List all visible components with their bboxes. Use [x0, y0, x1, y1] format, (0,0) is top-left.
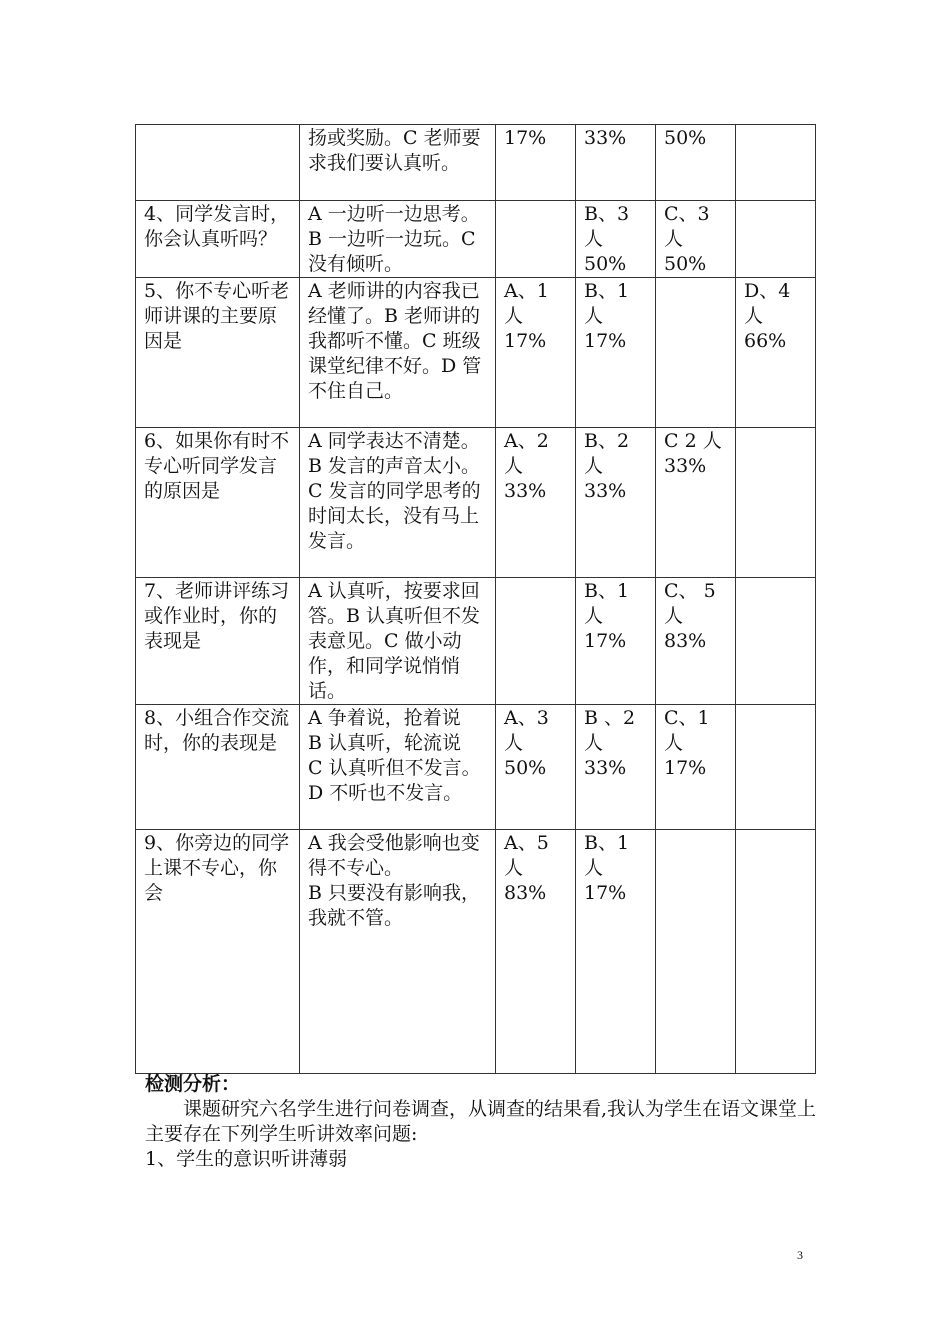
- result-c-cell: C、3人 50%: [656, 201, 736, 278]
- result-b-cell: B、1人 17%: [576, 578, 656, 705]
- result-a-cell: [496, 578, 576, 705]
- page-number: 3: [797, 1248, 803, 1262]
- result-c-cell: [656, 830, 736, 1074]
- result-b-cell: B、3人 50%: [576, 201, 656, 278]
- result-b-cell: 33%: [576, 125, 656, 201]
- analysis-section: [145, 1072, 825, 1172]
- options-cell: A 老师讲的内容我已经懂了。B 老师讲的我都听不懂。C 班级课堂纪律不好。D 管不住自己。: [300, 278, 496, 428]
- question-cell: 9、你旁边的同学上课不专心，你会: [136, 830, 300, 1074]
- result-a-cell: [496, 201, 576, 278]
- table-row: [136, 705, 816, 830]
- options-cell: 扬或奖励。C 老师要求我们要认真听。: [300, 125, 496, 201]
- result-b-cell: B、1人 17%: [576, 278, 656, 428]
- table-row: [136, 428, 816, 578]
- survey-table: [135, 124, 816, 1074]
- result-b-cell: B、2人 33%: [576, 428, 656, 578]
- result-d-cell: [736, 578, 816, 705]
- options-cell: A 我会受他影响也变得不专心。 B 只要没有影响我，我就不管。: [300, 830, 496, 1074]
- result-d-cell: [736, 428, 816, 578]
- result-c-cell: C、1人 17%: [656, 705, 736, 830]
- result-d-cell: [736, 125, 816, 201]
- table-row: [136, 125, 816, 201]
- result-c-cell: C 2 人 33%: [656, 428, 736, 578]
- question-cell: 5、你不专心听老师讲课的主要原因是: [136, 278, 300, 428]
- table-row: [136, 830, 816, 1074]
- result-a-cell: 17%: [496, 125, 576, 201]
- result-c-cell: [656, 278, 736, 428]
- result-a-cell: A、3人 50%: [496, 705, 576, 830]
- question-cell: 8、小组合作交流时，你的表现是: [136, 705, 300, 830]
- options-cell: A 认真听，按要求回答。B 认真听但不发表意见。C 做小动作，和同学说悄悄话。: [300, 578, 496, 705]
- analysis-paragraph: 课题研究六名学生进行问卷调查，从调查的结果看,我认为学生在语文课堂上主要存在下列学生听讲效率问题:: [145, 1098, 817, 1145]
- table-row: [136, 278, 816, 428]
- result-a-cell: A、1人 17%: [496, 278, 576, 428]
- table-row: [136, 201, 816, 278]
- analysis-point-1: 1、学生的意识听讲薄弱: [145, 1148, 348, 1170]
- question-cell: 6、如果你有时不专心听同学发言的原因是: [136, 428, 300, 578]
- options-cell: A 争着说，抢着说 B 认真听，轮流说 C 认真听但不发言。D 不听也不发言。: [300, 705, 496, 830]
- result-c-cell: 50%: [656, 125, 736, 201]
- options-cell: A 一边听一边思考。B 一边听一边玩。C 没有倾听。: [300, 201, 496, 278]
- question-cell: 4、同学发言时，你会认真听吗？: [136, 201, 300, 278]
- options-cell: A 同学表达不清楚。B 发言的声音太小。C 发言的同学思考的时间太长，没有马上发言。: [300, 428, 496, 578]
- result-c-cell: C、 5人 83%: [656, 578, 736, 705]
- result-a-cell: A、2人 33%: [496, 428, 576, 578]
- result-b-cell: B、1人 17%: [576, 830, 656, 1074]
- table-row: [136, 578, 816, 705]
- result-d-cell: [736, 705, 816, 830]
- result-d-cell: [736, 201, 816, 278]
- result-b-cell: B 、2人 33%: [576, 705, 656, 830]
- result-d-cell: D、4人 66%: [736, 278, 816, 428]
- result-d-cell: [736, 830, 816, 1074]
- result-a-cell: A、5人 83%: [496, 830, 576, 1074]
- question-cell: 7、老师讲评练习或作业时，你的表现是: [136, 578, 300, 705]
- analysis-heading: 检测分析：: [145, 1073, 241, 1095]
- question-cell: [136, 125, 300, 201]
